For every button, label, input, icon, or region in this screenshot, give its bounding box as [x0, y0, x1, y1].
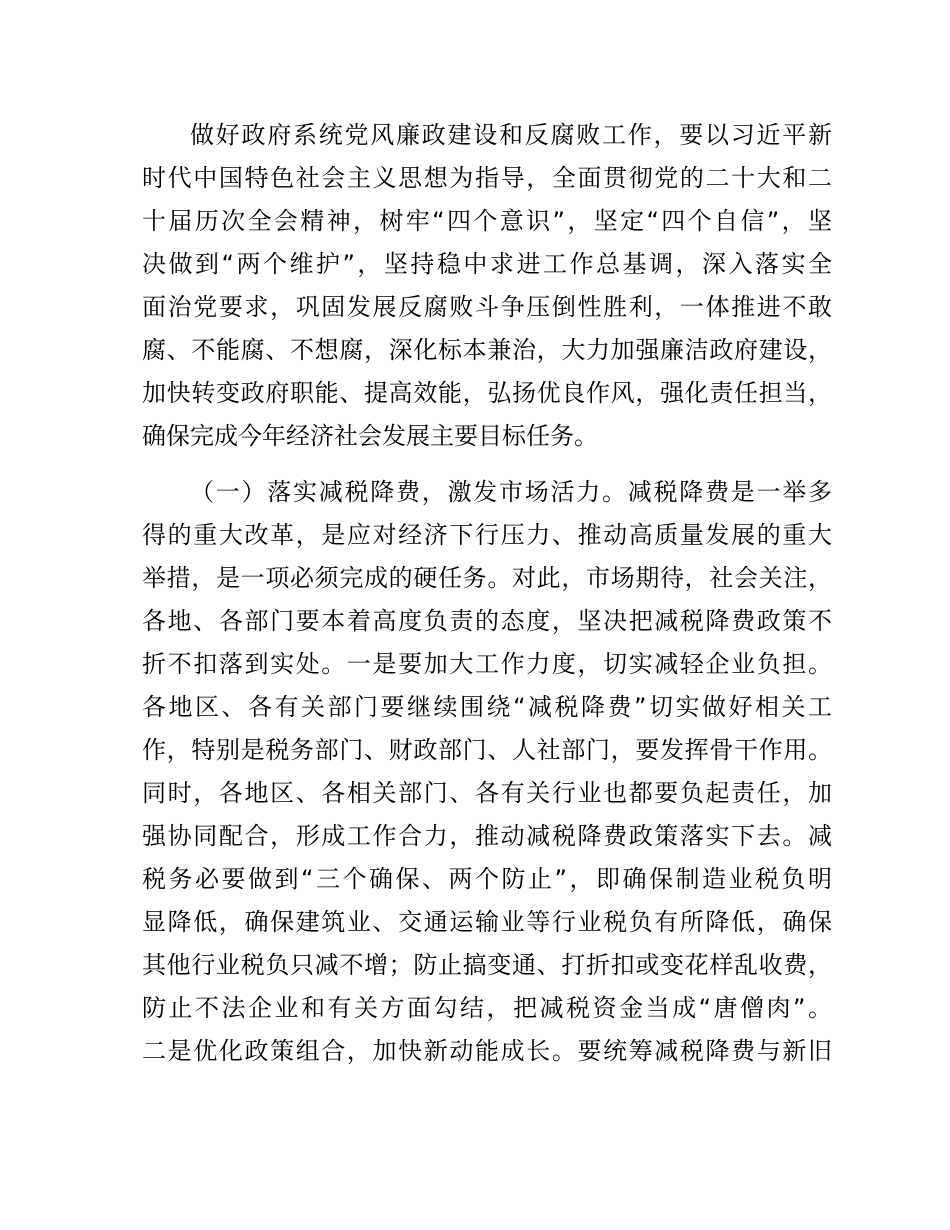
paragraph-line: 税务必要做到“三个确保、两个防止”，即确保制造业税负明	[142, 865, 832, 893]
paragraph-line: 加快转变政府职能、提高效能，弘扬优良作风，强化责任担当，	[142, 379, 832, 407]
paragraph-line: 折不扣落到实处。一是要加大工作力度，切实减轻企业负担。	[142, 650, 832, 678]
paragraph-line: 各地区、各有关部门要继续围绕“减税降费”切实做好相关工	[142, 693, 832, 721]
paragraph-line: 防止不法企业和有关方面勾结，把减税资金当成“唐僧肉”。	[142, 994, 832, 1022]
paragraph-line: 二是优化政策组合，加快新动能成长。要统筹减税降费与新旧	[142, 1037, 832, 1065]
paragraph-line: 面治党要求，巩固发展反腐败斗争压倒性胜利，一体推进不敢	[142, 293, 832, 321]
paragraph-line: 强协同配合，形成工作合力，推动减税降费政策落实下去。减	[142, 822, 832, 850]
paragraph-line: 确保完成今年经济社会发展主要目标任务。	[142, 422, 598, 450]
paragraph-line: 其他行业税负只减不增；防止搞变通、打折扣或变花样乱收费，	[142, 951, 832, 979]
paragraph-line: 显降低，确保建筑业、交通运输业等行业税负有所降低，确保	[142, 908, 832, 936]
paragraph-line: 各地、各部门要本着高度负责的态度，坚决把减税降费政策不	[142, 607, 832, 635]
paragraph-line: 作，特别是税务部门、财政部门、人社部门，要发挥骨干作用。	[142, 736, 832, 764]
paragraph-line: 得的重大改革，是应对经济下行压力、推动高质量发展的重大	[142, 521, 832, 549]
paragraph-line: 十届历次全会精神，树牢“四个意识”，坚定“四个自信”，坚	[142, 207, 832, 235]
paragraph-line: 决做到“两个维护”，坚持稳中求进工作总基调，深入落实全	[142, 250, 832, 278]
paragraph-line: 腐、不能腐、不想腐，深化标本兼治，大力加强廉洁政府建设，	[142, 336, 832, 364]
paragraph-line: 同时，各地区、各相关部门、各有关行业也都要负起责任，加	[142, 779, 832, 807]
paragraph-line: （一）落实减税降费，激发市场活力。减税降费是一举多	[190, 478, 832, 506]
paragraph-line: 时代中国特色社会主义思想为指导，全面贯彻党的二十大和二	[142, 164, 832, 192]
paragraph-line: 做好政府系统党风廉政建设和反腐败工作，要以习近平新	[190, 121, 832, 149]
paragraph-line: 举措，是一项必须完成的硬任务。对此，市场期待，社会关注，	[142, 564, 832, 592]
